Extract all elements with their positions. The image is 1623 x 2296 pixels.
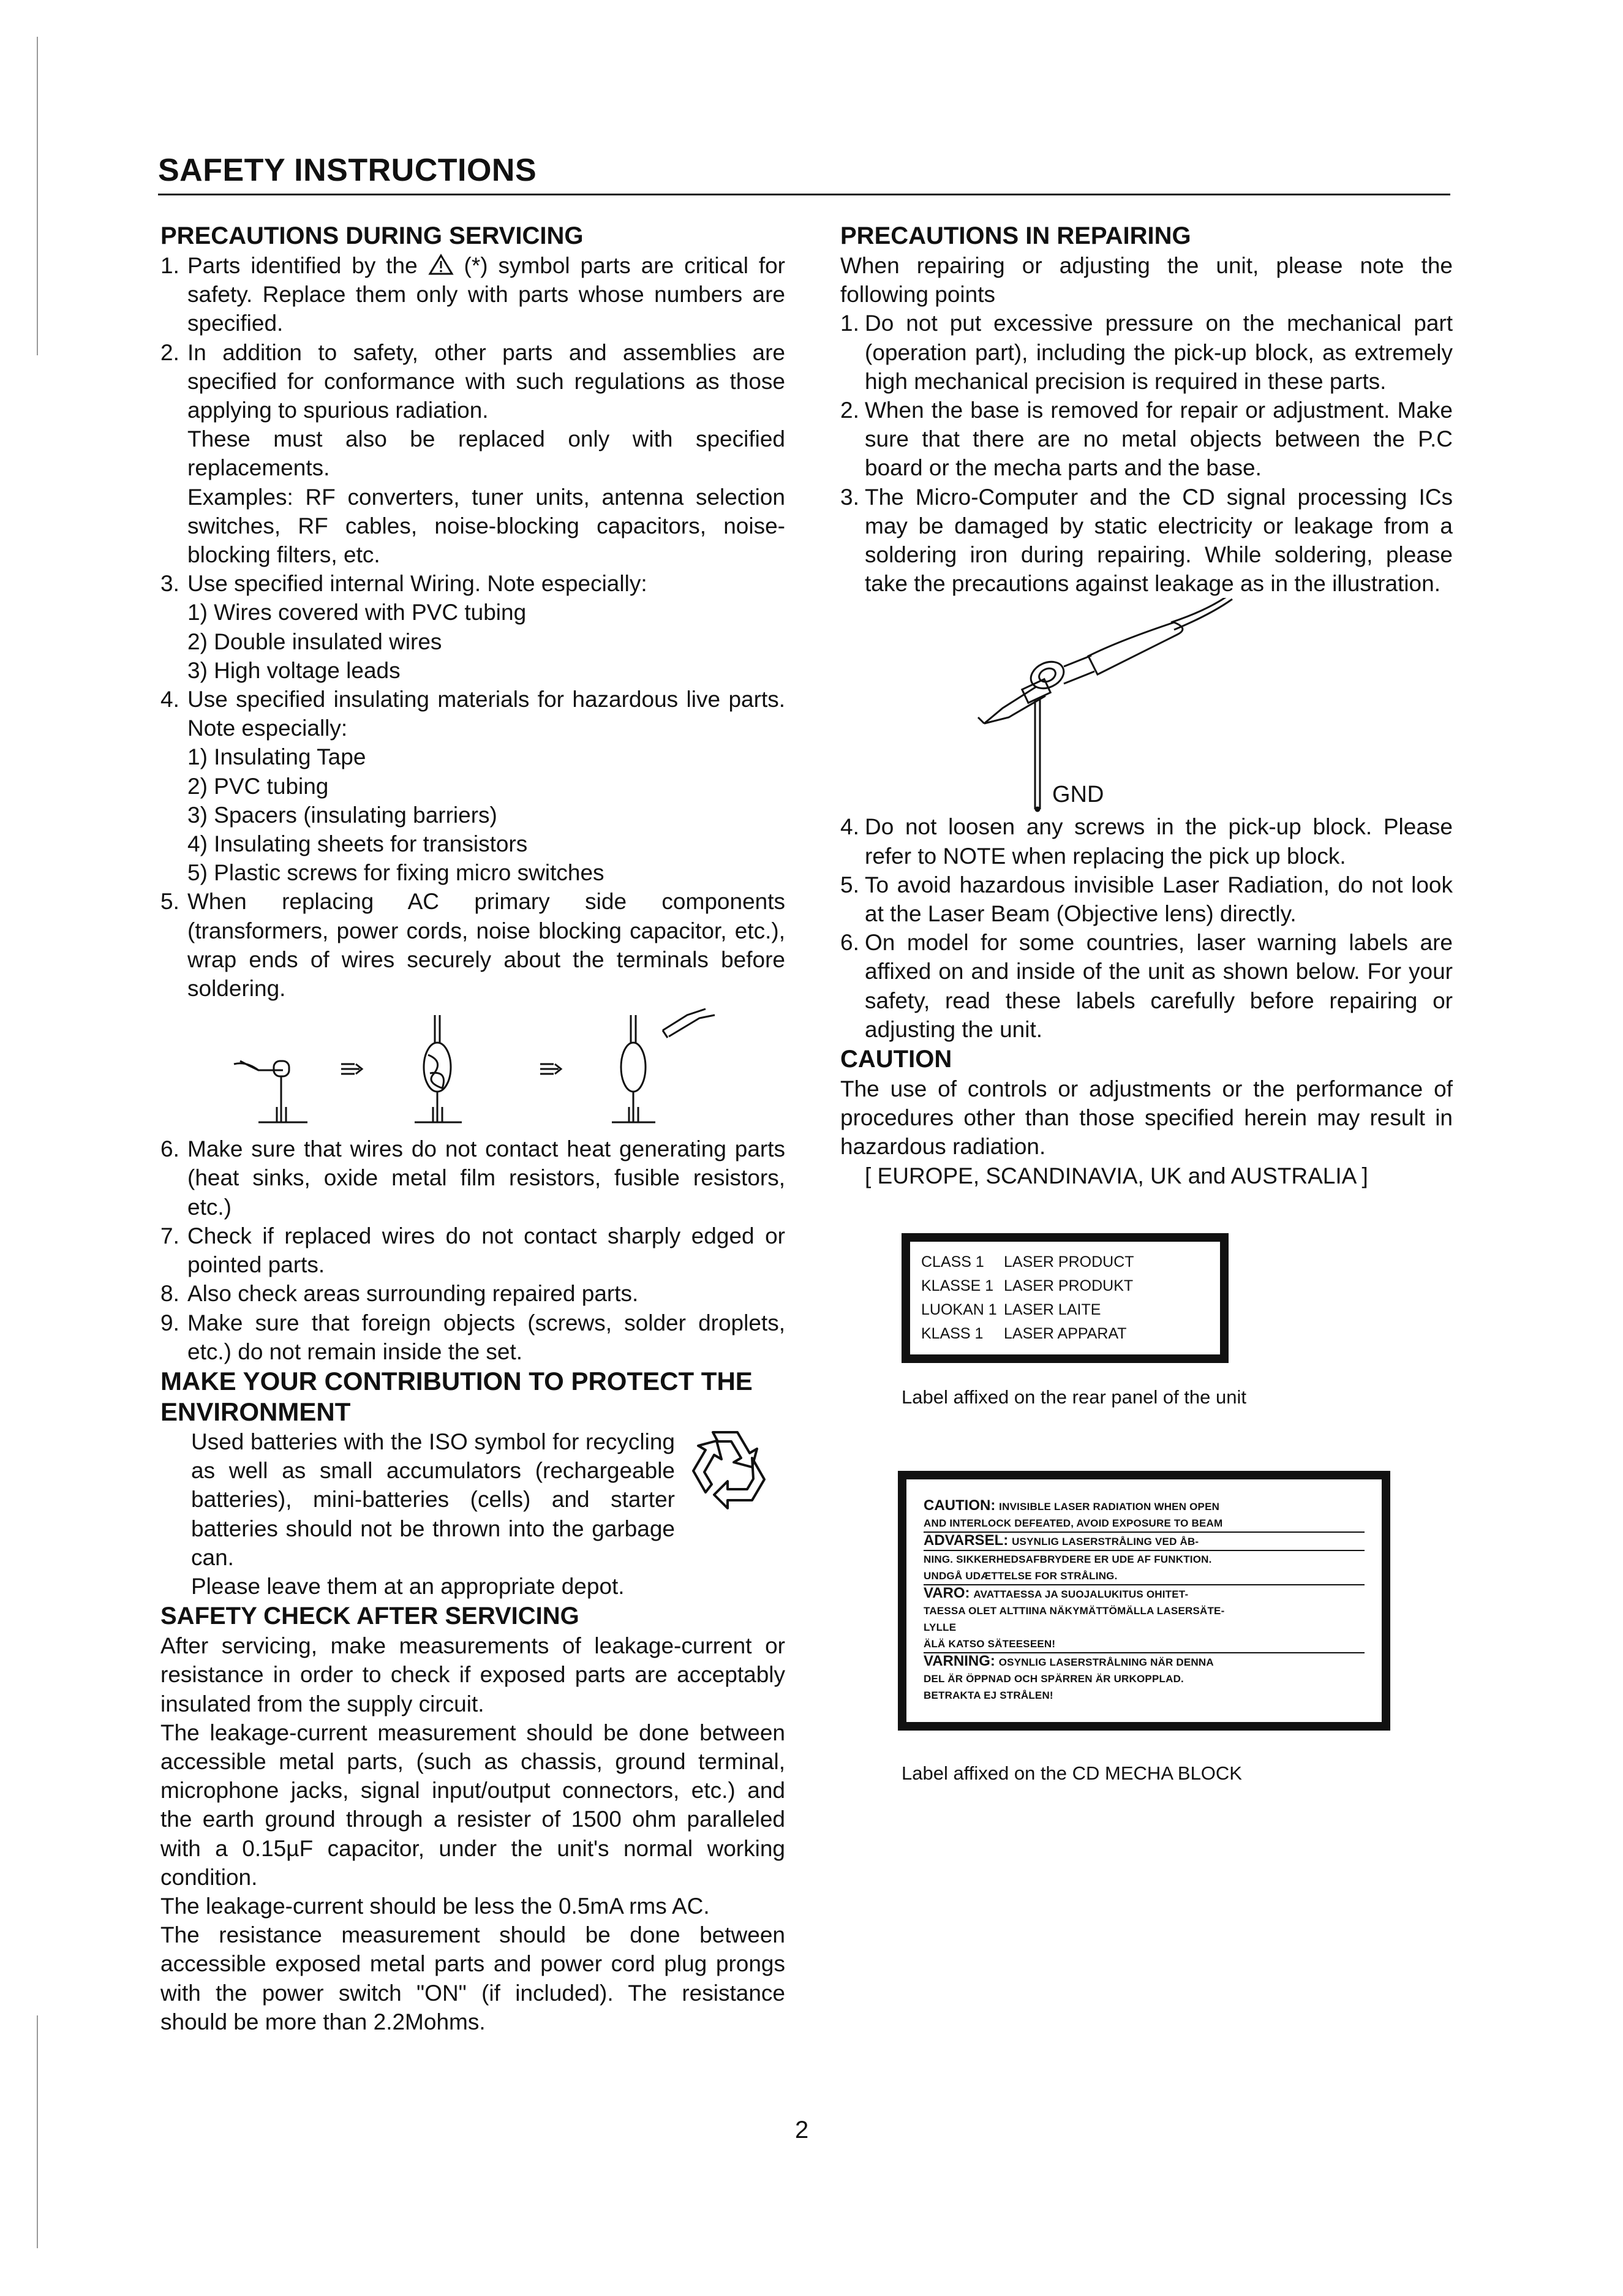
servicing-item-4-sub: 2) PVC tubing [187,773,329,799]
wire-wrapping-illustration [160,1003,785,1135]
servicing-item-5: 5. When replacing AC primary side components (transformers, power cords, noise blocking capacitor, etc.), wrap ends of wires securely about the terminals before soldering. [160,889,785,1002]
repairing-item-4: 4. Do not loosen any screws in the pick-up block. Please refer to NOTE when replacing the pick up block. [840,814,1453,869]
servicing-item-4-sub: 1) Insulating Tape [187,744,366,770]
environment-heading: MAKE YOUR CONTRIBUTION TO PROTECT THE ENVIRONMENT [160,1366,753,1426]
laser-label-row: CLASS 1 LASER PRODUCT [921,1253,1134,1271]
servicing-item-9: 9. Make sure that foreign objects (screws, solder droplets, etc.) do not remain inside the set. [160,1310,785,1364]
laser-class-label [902,1233,1229,1363]
servicing-item-3-sub: 3) High voltage leads [187,657,401,683]
page-title: SAFETY INSTRUCTIONS [158,153,537,188]
caution-text: The use of controls or adjustments or the performance of procedures other than those specified herein may result in hazardous radiation. [840,1076,1453,1160]
scan-margin-mark [37,2015,38,2248]
servicing-heading: PRECAUTIONS DURING SERVICING [160,222,584,249]
recycle-icon [681,1421,773,1513]
laser-label-row: LUOKAN 1 LASER LAITE [921,1301,1101,1318]
servicing-item-7: 7. Check if replaced wires do not contact sharply edged or pointed parts. [160,1223,785,1278]
servicing-item-3-sub: 2) Double insulated wires [187,629,442,654]
safety-check-paragraph: The leakage-current measurement should be done between accessible metal parts, (such as chassis, ground terminal, microphone jacks, signal input/output connectors, etc.) and the earth ground through a resister of 1500 ohm paralleled with a 0.15µF capacitor, under the unit's normal working condition. [160,1720,785,1890]
repairing-item-5: 5. To avoid hazardous invisible Laser Radiation, do not look at the Laser Beam (Objective lens) directly. [840,872,1453,927]
caution-heading: CAUTION [840,1046,952,1073]
environment-section: Used batteries with the ISO symbol for recycling as well as small accumulators (rechargeable batteries), mini-batteries (cells) and starter batteries should not be thrown into the garbage can. Please leave them at an appropriate depot. [160,1427,785,1601]
safety-check-paragraph: The resistance measurement should be done between accessible exposed metal parts and power cord plug prongs with the power switch "ON" (if included). The resistance should be more than 2.2Mohms. [160,1922,785,2034]
right-column [840,221,1453,1786]
servicing-item-4-sub: 5) Plastic screws for fixing micro switches [187,860,604,886]
safety-check-heading: SAFETY CHECK AFTER SERVICING [160,1603,579,1630]
repairing-item-6: 6. On model for some countries, laser warning labels are affixed on and inside of the unit as shown below. For your safety, read these labels carefully before repairing or adjusting the unit. [840,930,1453,1042]
servicing-item-2: 2. In addition to safety, other parts and assemblies are specified for conformance with such regulations as those applying to spurious radiation. These must also be replaced only with specified replacements. Examples: RF converters, tuner units, antenna selection switches, RF cables, noise-blocking capacitors, noise-blocking filters, etc. [160,339,785,568]
repairing-item-3: 3. The Micro-Computer and the CD signal processing ICs may be damaged by static electricity or leakage from a soldering iron during repairing. While soldering, please take the precautions against leakage as in the illustration. [840,484,1453,597]
repairing-heading: PRECAUTIONS IN REPAIRING [840,222,1191,249]
scan-margin-mark [37,37,38,355]
repairing-item-2: 2. When the base is removed for repair or adjustment. Make sure that there are no metal objects between the P.C board or the mecha parts and the base. [840,398,1453,481]
caution-regions: [ EUROPE, SCANDINAVIA, UK and AUSTRALIA ] [865,1163,1368,1188]
left-column [160,221,785,2036]
servicing-item-3-sub: 1) Wires covered with PVC tubing [187,600,527,625]
servicing-item-3: 3. Use specified internal Wiring. Note especially: [160,571,647,597]
servicing-item-6: 6. Make sure that wires do not contact heat generating parts (heat sinks, oxide metal film resistors, fusible resistors, etc.) [160,1136,785,1220]
laser-label-caption: Label affixed on the rear panel of the unit [902,1386,1247,1408]
laser-label-row: KLASSE 1 LASER PRODUKT [921,1277,1134,1294]
warning-triangle-icon [428,254,454,276]
servicing-item-4-sub: 3) Spacers (insulating barriers) [187,802,497,828]
repairing-intro: When repairing or adjusting the unit, please note the following points [840,253,1453,308]
soldering-iron-illustration [840,598,1453,812]
servicing-item-4-sub: 4) Insulating sheets for transistors [187,831,528,857]
safety-check-paragraph: After servicing, make measurements of leakage-current or resistance in order to check if exposed parts are acceptably insulated from the supply circuit. [160,1633,785,1716]
page-number: 2 [795,2117,809,2143]
repairing-item-1: 1. Do not put excessive pressure on the mechanical part (operation part), including the pick-up block, as extremely high mechanical precision is required in these parts. [840,311,1453,394]
cd-mecha-caution-label: CAUTION: INVISIBLE LASER RADIATION WHEN OPEN AND INTERLOCK DEFEATED, AVOID EXPOSURE TO BEAM ADVARSEL: USYNLIG LASERSTRÅLING VED ÅB- NING. SIKKERHEDSAFBRYDERE ER UDE AF FUNKTION. UNDGÅ UDÆTTELSE FOR STRÅLING. VARO: AVATTAESSA JA SUOJALUKITUS OHITET- TAESSA OLET ALTTIINA NÄKYMÄTTÖMÄLLA LASERSÄTE- LYLLE ÄLÄ KATSO SÄTEESEEN! VARNING: OSYNLIG LASERSTRÅLNING NÄR DENNA DEL ÄR ÖPPNAD OCH SPÄRREN ÄR URKOPPLAD. BETRAKTA EJ STRÅLEN! [898,1471,1390,1731]
servicing-item-8: 8. Also check areas surrounding repaired parts. [160,1281,639,1307]
safety-check-paragraph: The leakage-current should be less the 0.5mA rms AC. [160,1893,710,1919]
servicing-item-1: 1. Parts identified by the (*) symbol parts are critical for safety. Replace them only with parts whose numbers are specified. [160,253,785,336]
servicing-item-4: 4. Use specified insulating materials for hazardous live parts. Note especially: [160,687,785,741]
soldering-iron-diagram [840,598,1453,812]
mecha-label-caption: Label affixed on the CD MECHA BLOCK [902,1762,1242,1784]
wire-wrap-diagram [160,1003,785,1135]
title-rule [158,194,1450,195]
gnd-label: GND [1052,782,1104,808]
laser-label-row: KLASS 1 LASER APPARAT [921,1324,1127,1342]
